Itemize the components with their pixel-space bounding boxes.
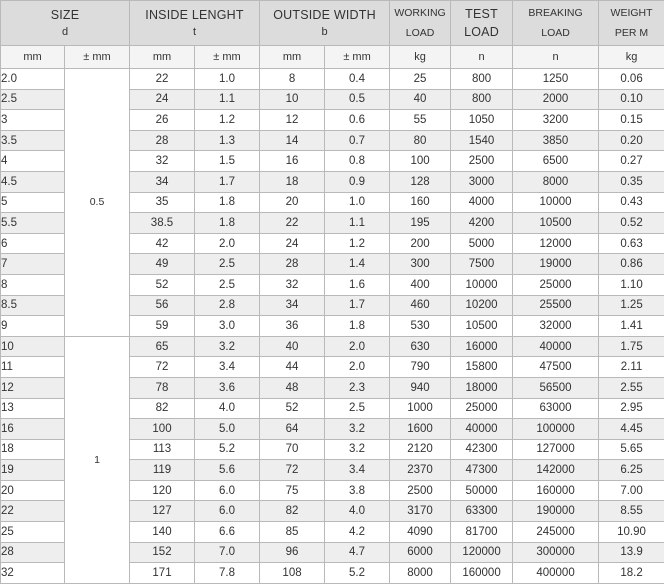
test-load-line2: LOAD (451, 23, 512, 41)
outside-width-cell: 28 (260, 254, 325, 275)
size-cell: 16 (1, 419, 65, 440)
inside-tolerance-cell: 7.8 (195, 563, 260, 584)
outside-width-cell: 108 (260, 563, 325, 584)
weight-per-m-cell: 0.63 (599, 233, 664, 254)
test-load-cell: 10200 (451, 295, 513, 316)
weight-line2: PER M (599, 23, 664, 43)
outside-tolerance-cell: 0.7 (325, 130, 390, 151)
test-load-cell: 15800 (451, 357, 513, 378)
outside-width-cell: 16 (260, 151, 325, 172)
size-cell: 8.5 (1, 295, 65, 316)
outside-tolerance-cell: 1.1 (325, 213, 390, 234)
weight-per-m-cell: 0.27 (599, 151, 664, 172)
working-load-cell: 195 (390, 213, 451, 234)
breaking-load-cell: 47500 (513, 357, 599, 378)
outside-width-cell: 40 (260, 336, 325, 357)
working-load-cell: 1000 (390, 398, 451, 419)
breaking-load-cell: 6500 (513, 151, 599, 172)
table-row (1, 336, 664, 357)
inside-length-symbol: t (130, 24, 259, 40)
outside-width-cell: 10 (260, 89, 325, 110)
weight-per-m-cell: 0.06 (599, 69, 664, 90)
unit-outside-tolerance: ± mm (325, 46, 390, 69)
test-load-cell: 81700 (451, 522, 513, 543)
working-load-cell: 80 (390, 130, 451, 151)
outside-tolerance-cell: 3.4 (325, 460, 390, 481)
outside-tolerance-cell: 4.0 (325, 501, 390, 522)
breaking-load-cell: 300000 (513, 542, 599, 563)
breaking-load-cell: 160000 (513, 480, 599, 501)
inside-length-cell: 22 (130, 69, 195, 90)
outside-tolerance-cell: 2.0 (325, 357, 390, 378)
spec-body (1, 69, 664, 584)
working-load-cell: 630 (390, 336, 451, 357)
size-cell: 5.5 (1, 213, 65, 234)
outside-width-cell: 18 (260, 171, 325, 192)
inside-length-cell: 100 (130, 419, 195, 440)
outside-width-cell: 24 (260, 233, 325, 254)
outside-width-cell: 22 (260, 213, 325, 234)
test-load-cell: 10500 (451, 316, 513, 337)
outside-tolerance-cell: 0.5 (325, 89, 390, 110)
unit-working-load: kg (390, 46, 451, 69)
breaking-load-cell: 245000 (513, 522, 599, 543)
inside-length-cell: 72 (130, 357, 195, 378)
outside-width-cell: 85 (260, 522, 325, 543)
working-load-cell: 8000 (390, 563, 451, 584)
inside-tolerance-cell: 1.1 (195, 89, 260, 110)
inside-length-cell: 38.5 (130, 213, 195, 234)
inside-tolerance-cell: 1.3 (195, 130, 260, 151)
inside-length-cell: 59 (130, 316, 195, 337)
inside-length-cell: 35 (130, 192, 195, 213)
breaking-load-header (513, 1, 599, 46)
weight-per-m-cell: 2.95 (599, 398, 664, 419)
inside-length-cell: 120 (130, 480, 195, 501)
weight-per-m-cell: 1.75 (599, 336, 664, 357)
outside-width-cell: 52 (260, 398, 325, 419)
inside-tolerance-cell: 2.8 (195, 295, 260, 316)
inside-tolerance-cell: 1.0 (195, 69, 260, 90)
outside-width-cell: 96 (260, 542, 325, 563)
outside-tolerance-cell: 4.2 (325, 522, 390, 543)
breaking-load-cell: 63000 (513, 398, 599, 419)
working-load-cell: 2370 (390, 460, 451, 481)
inside-length-cell: 171 (130, 563, 195, 584)
inside-tolerance-cell: 6.0 (195, 480, 260, 501)
working-load-cell: 6000 (390, 542, 451, 563)
breaking-load-cell: 3850 (513, 130, 599, 151)
test-load-cell: 3000 (451, 171, 513, 192)
working-load-cell: 1600 (390, 419, 451, 440)
breaking-load-cell: 142000 (513, 460, 599, 481)
outside-tolerance-cell: 1.7 (325, 295, 390, 316)
size-cell: 11 (1, 357, 65, 378)
outside-tolerance-cell: 0.6 (325, 110, 390, 131)
breaking-load-cell: 1250 (513, 69, 599, 90)
outside-width-cell: 70 (260, 439, 325, 460)
weight-per-m-cell: 0.52 (599, 213, 664, 234)
breaking-load-cell: 10500 (513, 213, 599, 234)
inside-tolerance-cell: 2.5 (195, 254, 260, 275)
size-cell: 9 (1, 316, 65, 337)
inside-length-cell: 152 (130, 542, 195, 563)
outside-tolerance-cell: 3.2 (325, 419, 390, 440)
unit-outside-width: mm (260, 46, 325, 69)
working-load-cell: 400 (390, 274, 451, 295)
unit-breaking-load: n (513, 46, 599, 69)
weight-per-m-header (599, 1, 664, 46)
test-load-header (451, 1, 513, 46)
test-load-cell: 47300 (451, 460, 513, 481)
weight-per-m-cell: 5.65 (599, 439, 664, 460)
size-cell: 28 (1, 542, 65, 563)
outside-width-cell: 14 (260, 130, 325, 151)
size-cell: 22 (1, 501, 65, 522)
weight-per-m-cell: 2.55 (599, 377, 664, 398)
breaking-load-cell: 190000 (513, 501, 599, 522)
working-load-cell: 25 (390, 69, 451, 90)
breaking-load-cell: 32000 (513, 316, 599, 337)
outside-tolerance-cell: 2.3 (325, 377, 390, 398)
outside-tolerance-cell: 1.2 (325, 233, 390, 254)
inside-tolerance-cell: 2.0 (195, 233, 260, 254)
size-cell: 2.0 (1, 69, 65, 90)
working-load-cell: 2500 (390, 480, 451, 501)
inside-length-cell: 82 (130, 398, 195, 419)
size-cell: 7 (1, 254, 65, 275)
inside-length-cell: 140 (130, 522, 195, 543)
size-cell: 3.5 (1, 130, 65, 151)
inside-length-cell: 34 (130, 171, 195, 192)
working-load-cell: 4090 (390, 522, 451, 543)
outside-width-cell: 34 (260, 295, 325, 316)
weight-per-m-cell: 0.15 (599, 110, 664, 131)
outside-width-title: OUTSIDE WIDTH (260, 6, 389, 24)
test-load-cell: 1050 (451, 110, 513, 131)
weight-per-m-cell: 13.9 (599, 542, 664, 563)
size-cell: 4 (1, 151, 65, 172)
test-load-cell: 7500 (451, 254, 513, 275)
outside-width-cell: 64 (260, 419, 325, 440)
outside-tolerance-cell: 5.2 (325, 563, 390, 584)
size-cell: 5 (1, 192, 65, 213)
working-load-cell: 2120 (390, 439, 451, 460)
outside-tolerance-cell: 3.2 (325, 439, 390, 460)
working-load-cell: 530 (390, 316, 451, 337)
size-cell: 18 (1, 439, 65, 460)
breaking-load-cell: 8000 (513, 171, 599, 192)
outside-width-cell: 36 (260, 316, 325, 337)
working-load-cell: 100 (390, 151, 451, 172)
breaking-load-cell: 400000 (513, 563, 599, 584)
inside-tolerance-cell: 1.7 (195, 171, 260, 192)
outside-tolerance-cell: 1.4 (325, 254, 390, 275)
breaking-load-cell: 40000 (513, 336, 599, 357)
unit-size-tolerance: ± mm (65, 46, 130, 69)
inside-tolerance-cell: 3.6 (195, 377, 260, 398)
inside-length-cell: 24 (130, 89, 195, 110)
outside-tolerance-cell: 3.8 (325, 480, 390, 501)
weight-per-m-cell: 0.10 (599, 89, 664, 110)
size-cell: 10 (1, 336, 65, 357)
working-load-cell: 40 (390, 89, 451, 110)
weight-per-m-cell: 4.45 (599, 419, 664, 440)
outside-tolerance-cell: 1.6 (325, 274, 390, 295)
outside-width-header (260, 1, 390, 46)
working-load-cell: 3170 (390, 501, 451, 522)
inside-length-cell: 127 (130, 501, 195, 522)
breaking-load-line2: LOAD (513, 23, 598, 43)
size-cell: 20 (1, 480, 65, 501)
size-cell: 3 (1, 110, 65, 131)
inside-tolerance-cell: 5.2 (195, 439, 260, 460)
unit-inside-tolerance: ± mm (195, 46, 260, 69)
inside-length-cell: 52 (130, 274, 195, 295)
breaking-load-cell: 2000 (513, 89, 599, 110)
inside-tolerance-cell: 3.4 (195, 357, 260, 378)
inside-tolerance-cell: 1.8 (195, 192, 260, 213)
breaking-load-cell: 10000 (513, 192, 599, 213)
outside-tolerance-cell: 0.9 (325, 171, 390, 192)
working-load-line2: LOAD (390, 23, 450, 43)
outside-width-cell: 72 (260, 460, 325, 481)
inside-length-cell: 78 (130, 377, 195, 398)
test-load-cell: 42300 (451, 439, 513, 460)
inside-tolerance-cell: 6.6 (195, 522, 260, 543)
working-load-cell: 790 (390, 357, 451, 378)
test-load-cell: 120000 (451, 542, 513, 563)
size-symbol: d (1, 24, 129, 40)
test-load-cell: 50000 (451, 480, 513, 501)
test-load-cell: 63300 (451, 501, 513, 522)
test-load-cell: 40000 (451, 419, 513, 440)
outside-tolerance-cell: 1.0 (325, 192, 390, 213)
size-cell: 12 (1, 377, 65, 398)
weight-per-m-cell: 1.25 (599, 295, 664, 316)
outside-width-cell: 48 (260, 377, 325, 398)
weight-per-m-cell: 0.43 (599, 192, 664, 213)
size-header (1, 1, 130, 46)
size-tolerance-cell: 1 (65, 336, 130, 583)
inside-length-title: INSIDE LENGHT (130, 6, 259, 24)
size-tolerance-cell: 0.5 (65, 69, 130, 337)
test-load-cell: 18000 (451, 377, 513, 398)
inside-tolerance-cell: 7.0 (195, 542, 260, 563)
unit-weight: kg (599, 46, 664, 69)
weight-per-m-cell: 10.90 (599, 522, 664, 543)
working-load-cell: 160 (390, 192, 451, 213)
working-load-cell: 460 (390, 295, 451, 316)
outside-tolerance-cell: 0.4 (325, 69, 390, 90)
working-load-cell: 128 (390, 171, 451, 192)
weight-per-m-cell: 1.10 (599, 274, 664, 295)
size-cell: 13 (1, 398, 65, 419)
weight-per-m-cell: 6.25 (599, 460, 664, 481)
inside-length-cell: 28 (130, 130, 195, 151)
test-load-cell: 1540 (451, 130, 513, 151)
breaking-load-cell: 25500 (513, 295, 599, 316)
test-load-cell: 16000 (451, 336, 513, 357)
inside-tolerance-cell: 1.5 (195, 151, 260, 172)
size-cell: 19 (1, 460, 65, 481)
weight-per-m-cell: 0.86 (599, 254, 664, 275)
inside-length-cell: 32 (130, 151, 195, 172)
test-load-cell: 2500 (451, 151, 513, 172)
inside-length-cell: 26 (130, 110, 195, 131)
inside-length-cell: 119 (130, 460, 195, 481)
size-cell: 32 (1, 563, 65, 584)
size-cell: 4.5 (1, 171, 65, 192)
header-row (1, 1, 664, 46)
outside-tolerance-cell: 4.7 (325, 542, 390, 563)
breaking-load-cell: 56500 (513, 377, 599, 398)
outside-width-cell: 12 (260, 110, 325, 131)
test-load-line1: TEST (451, 5, 512, 23)
inside-tolerance-cell: 5.6 (195, 460, 260, 481)
test-load-cell: 800 (451, 89, 513, 110)
weight-per-m-cell: 8.55 (599, 501, 664, 522)
inside-length-cell: 65 (130, 336, 195, 357)
weight-line1: WEIGHT (599, 3, 664, 23)
size-cell: 2.5 (1, 89, 65, 110)
inside-tolerance-cell: 4.0 (195, 398, 260, 419)
outside-width-symbol: b (260, 24, 389, 40)
test-load-cell: 25000 (451, 398, 513, 419)
working-load-cell: 55 (390, 110, 451, 131)
units-row (1, 46, 664, 69)
outside-width-cell: 20 (260, 192, 325, 213)
working-load-header (390, 1, 451, 46)
inside-length-cell: 42 (130, 233, 195, 254)
test-load-cell: 4200 (451, 213, 513, 234)
outside-tolerance-cell: 2.0 (325, 336, 390, 357)
breaking-load-cell: 25000 (513, 274, 599, 295)
outside-width-cell: 32 (260, 274, 325, 295)
outside-width-cell: 75 (260, 480, 325, 501)
breaking-load-cell: 100000 (513, 419, 599, 440)
breaking-load-line1: BREAKING (513, 3, 598, 23)
table-row (1, 69, 664, 90)
weight-per-m-cell: 2.11 (599, 357, 664, 378)
size-cell: 25 (1, 522, 65, 543)
unit-size: mm (1, 46, 65, 69)
outside-width-cell: 82 (260, 501, 325, 522)
working-load-cell: 200 (390, 233, 451, 254)
breaking-load-cell: 12000 (513, 233, 599, 254)
breaking-load-cell: 127000 (513, 439, 599, 460)
inside-tolerance-cell: 1.8 (195, 213, 260, 234)
weight-per-m-cell: 7.00 (599, 480, 664, 501)
inside-tolerance-cell: 1.2 (195, 110, 260, 131)
test-load-cell: 4000 (451, 192, 513, 213)
inside-tolerance-cell: 3.0 (195, 316, 260, 337)
inside-length-cell: 113 (130, 439, 195, 460)
inside-tolerance-cell: 6.0 (195, 501, 260, 522)
outside-tolerance-cell: 1.8 (325, 316, 390, 337)
weight-per-m-cell: 0.35 (599, 171, 664, 192)
inside-tolerance-cell: 5.0 (195, 419, 260, 440)
weight-per-m-cell: 1.41 (599, 316, 664, 337)
outside-width-cell: 8 (260, 69, 325, 90)
unit-inside-length: mm (130, 46, 195, 69)
size-cell: 8 (1, 274, 65, 295)
breaking-load-cell: 19000 (513, 254, 599, 275)
breaking-load-cell: 3200 (513, 110, 599, 131)
unit-test-load: n (451, 46, 513, 69)
inside-length-cell: 56 (130, 295, 195, 316)
test-load-cell: 800 (451, 69, 513, 90)
outside-tolerance-cell: 0.8 (325, 151, 390, 172)
size-cell: 6 (1, 233, 65, 254)
working-load-cell: 300 (390, 254, 451, 275)
weight-per-m-cell: 0.20 (599, 130, 664, 151)
inside-tolerance-cell: 2.5 (195, 274, 260, 295)
test-load-cell: 160000 (451, 563, 513, 584)
outside-width-cell: 44 (260, 357, 325, 378)
weight-per-m-cell: 18.2 (599, 563, 664, 584)
inside-length-header (130, 1, 260, 46)
test-load-cell: 5000 (451, 233, 513, 254)
working-load-cell: 940 (390, 377, 451, 398)
inside-tolerance-cell: 3.2 (195, 336, 260, 357)
working-load-line1: WORKING (390, 3, 450, 23)
size-title: SIZE (1, 6, 129, 24)
test-load-cell: 10000 (451, 274, 513, 295)
inside-length-cell: 49 (130, 254, 195, 275)
outside-tolerance-cell: 2.5 (325, 398, 390, 419)
